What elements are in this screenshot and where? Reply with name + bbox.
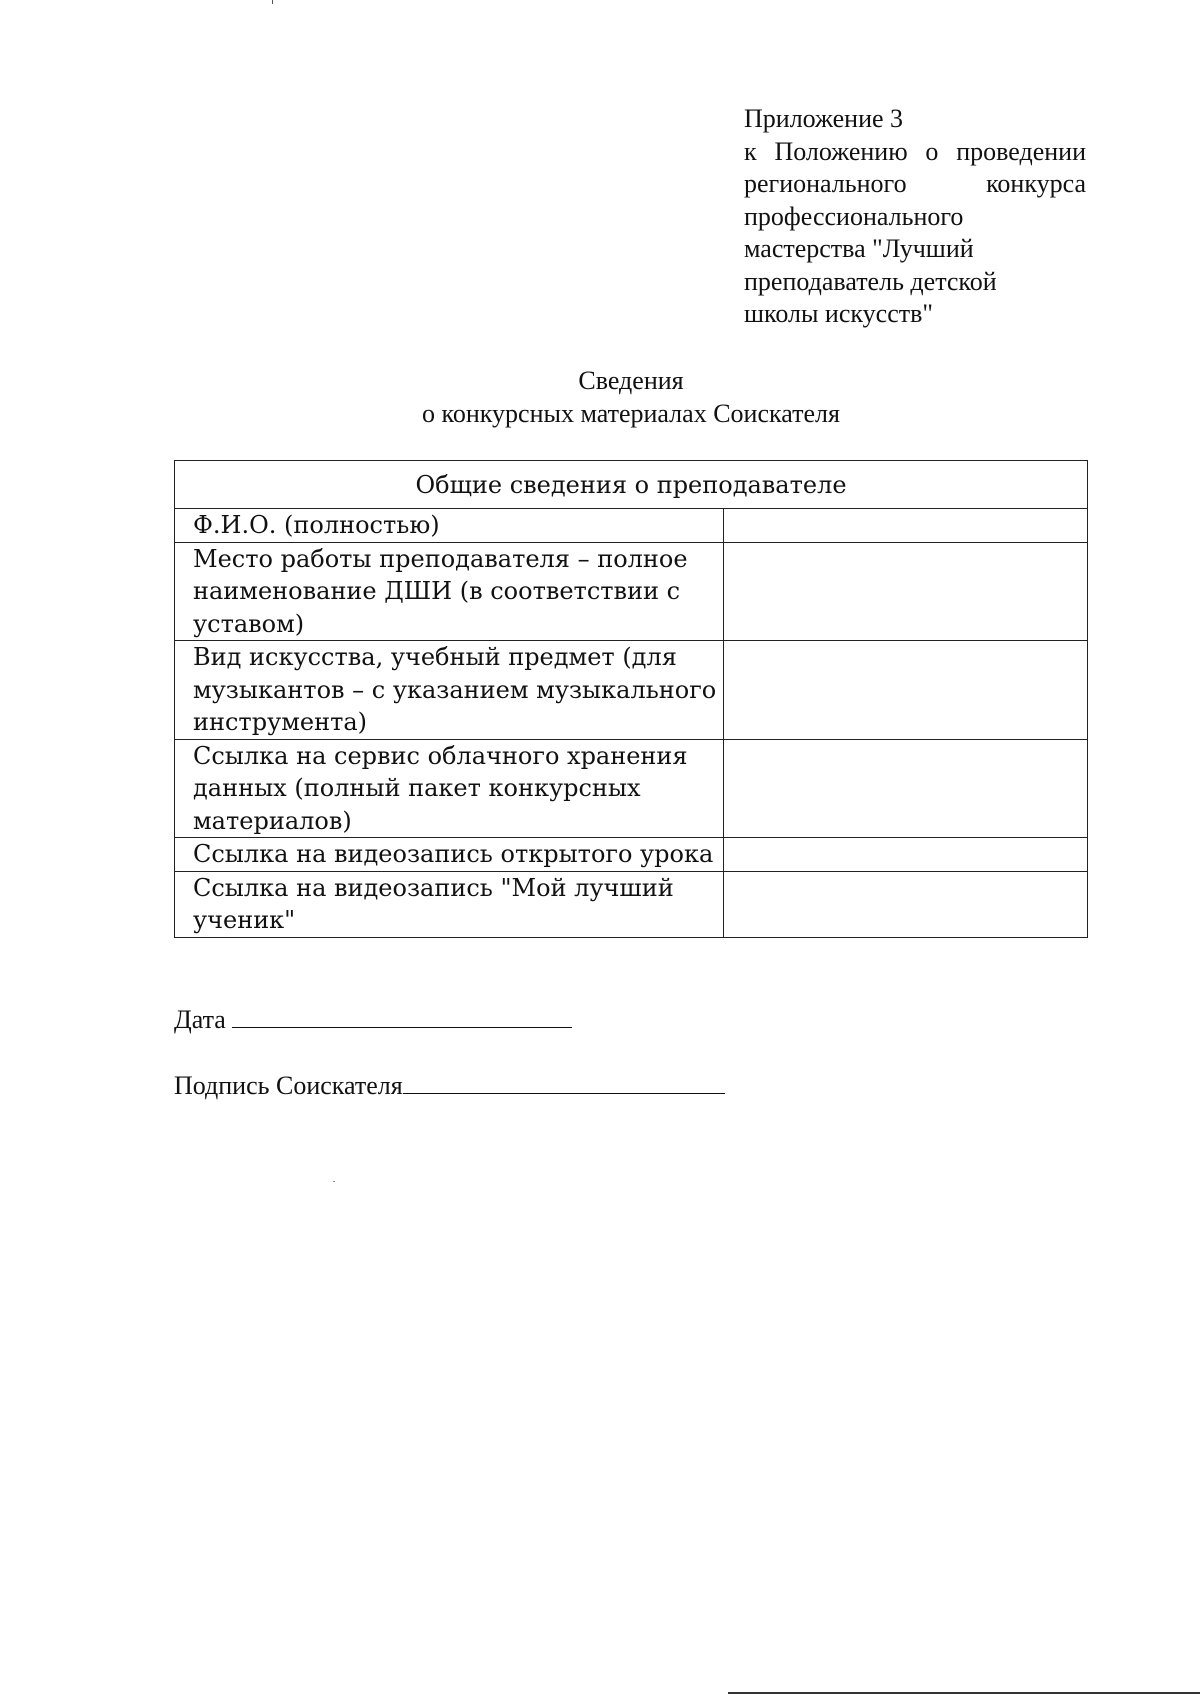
table-row <box>175 509 1088 543</box>
table-row <box>175 871 1088 937</box>
table-header: Общие сведения о преподавателе <box>175 461 1088 509</box>
teacher-info-table <box>174 460 1088 938</box>
row-label-open-lesson-video: Ссылка на видеозапись открытого урока <box>175 838 724 872</box>
table-row <box>175 739 1088 838</box>
row-label-cloud-link: Ссылка на сервис облачного хранения данных (полный пакет конкурсных материалов) <box>175 739 724 838</box>
table-header-row <box>175 461 1088 509</box>
signature-blank-field[interactable] <box>403 1092 725 1094</box>
row-value-full-name[interactable] <box>723 509 1087 543</box>
appendix-note <box>744 103 1086 331</box>
row-value-art-subject[interactable] <box>723 641 1087 740</box>
table-row <box>175 838 1088 872</box>
appendix-line-2: регионального конкурса <box>744 169 1086 198</box>
table-row <box>175 641 1088 740</box>
appendix-line-1: к Положению о проведении <box>744 136 1086 166</box>
row-value-cloud-link[interactable] <box>723 739 1087 838</box>
date-blank-field[interactable] <box>232 1026 572 1028</box>
table-row <box>175 542 1088 641</box>
appendix-line-4: мастерства "Лучший <box>744 234 974 263</box>
signature-label: Подпись Соискателя <box>174 1071 403 1100</box>
scan-artifact-bottom <box>728 1692 1200 1694</box>
row-value-best-student-video[interactable] <box>723 871 1087 937</box>
heading-subtitle: о конкурсных материалах Соискателя <box>422 399 840 428</box>
row-label-best-student-video: Ссылка на видеозапись "Мой лучший ученик" <box>175 871 724 937</box>
date-line <box>174 1005 572 1035</box>
date-label: Дата <box>174 1005 226 1034</box>
document-heading <box>0 364 1200 430</box>
row-value-workplace[interactable] <box>723 542 1087 641</box>
signature-line <box>174 1071 725 1101</box>
row-label-art-subject: Вид искусства, учебный предмет (для музыкантов – с указанием музыкального инструмента) <box>175 641 724 740</box>
row-label-full-name: Ф.И.О. (полностью) <box>175 509 724 543</box>
row-label-workplace: Место работы преподавателя – полное наименование ДШИ (в соответствии с уставом) <box>175 542 724 641</box>
scan-artifact-dot <box>333 1181 335 1182</box>
heading-title: Сведения <box>578 366 684 395</box>
appendix-line-3: профессионального <box>744 201 964 231</box>
appendix-title: Приложение 3 <box>744 104 904 133</box>
row-value-open-lesson-video[interactable] <box>723 838 1087 872</box>
appendix-line-6: школы искусств" <box>744 299 933 328</box>
scan-artifact-top <box>272 0 273 4</box>
appendix-line-5: преподаватель детской <box>744 266 997 296</box>
